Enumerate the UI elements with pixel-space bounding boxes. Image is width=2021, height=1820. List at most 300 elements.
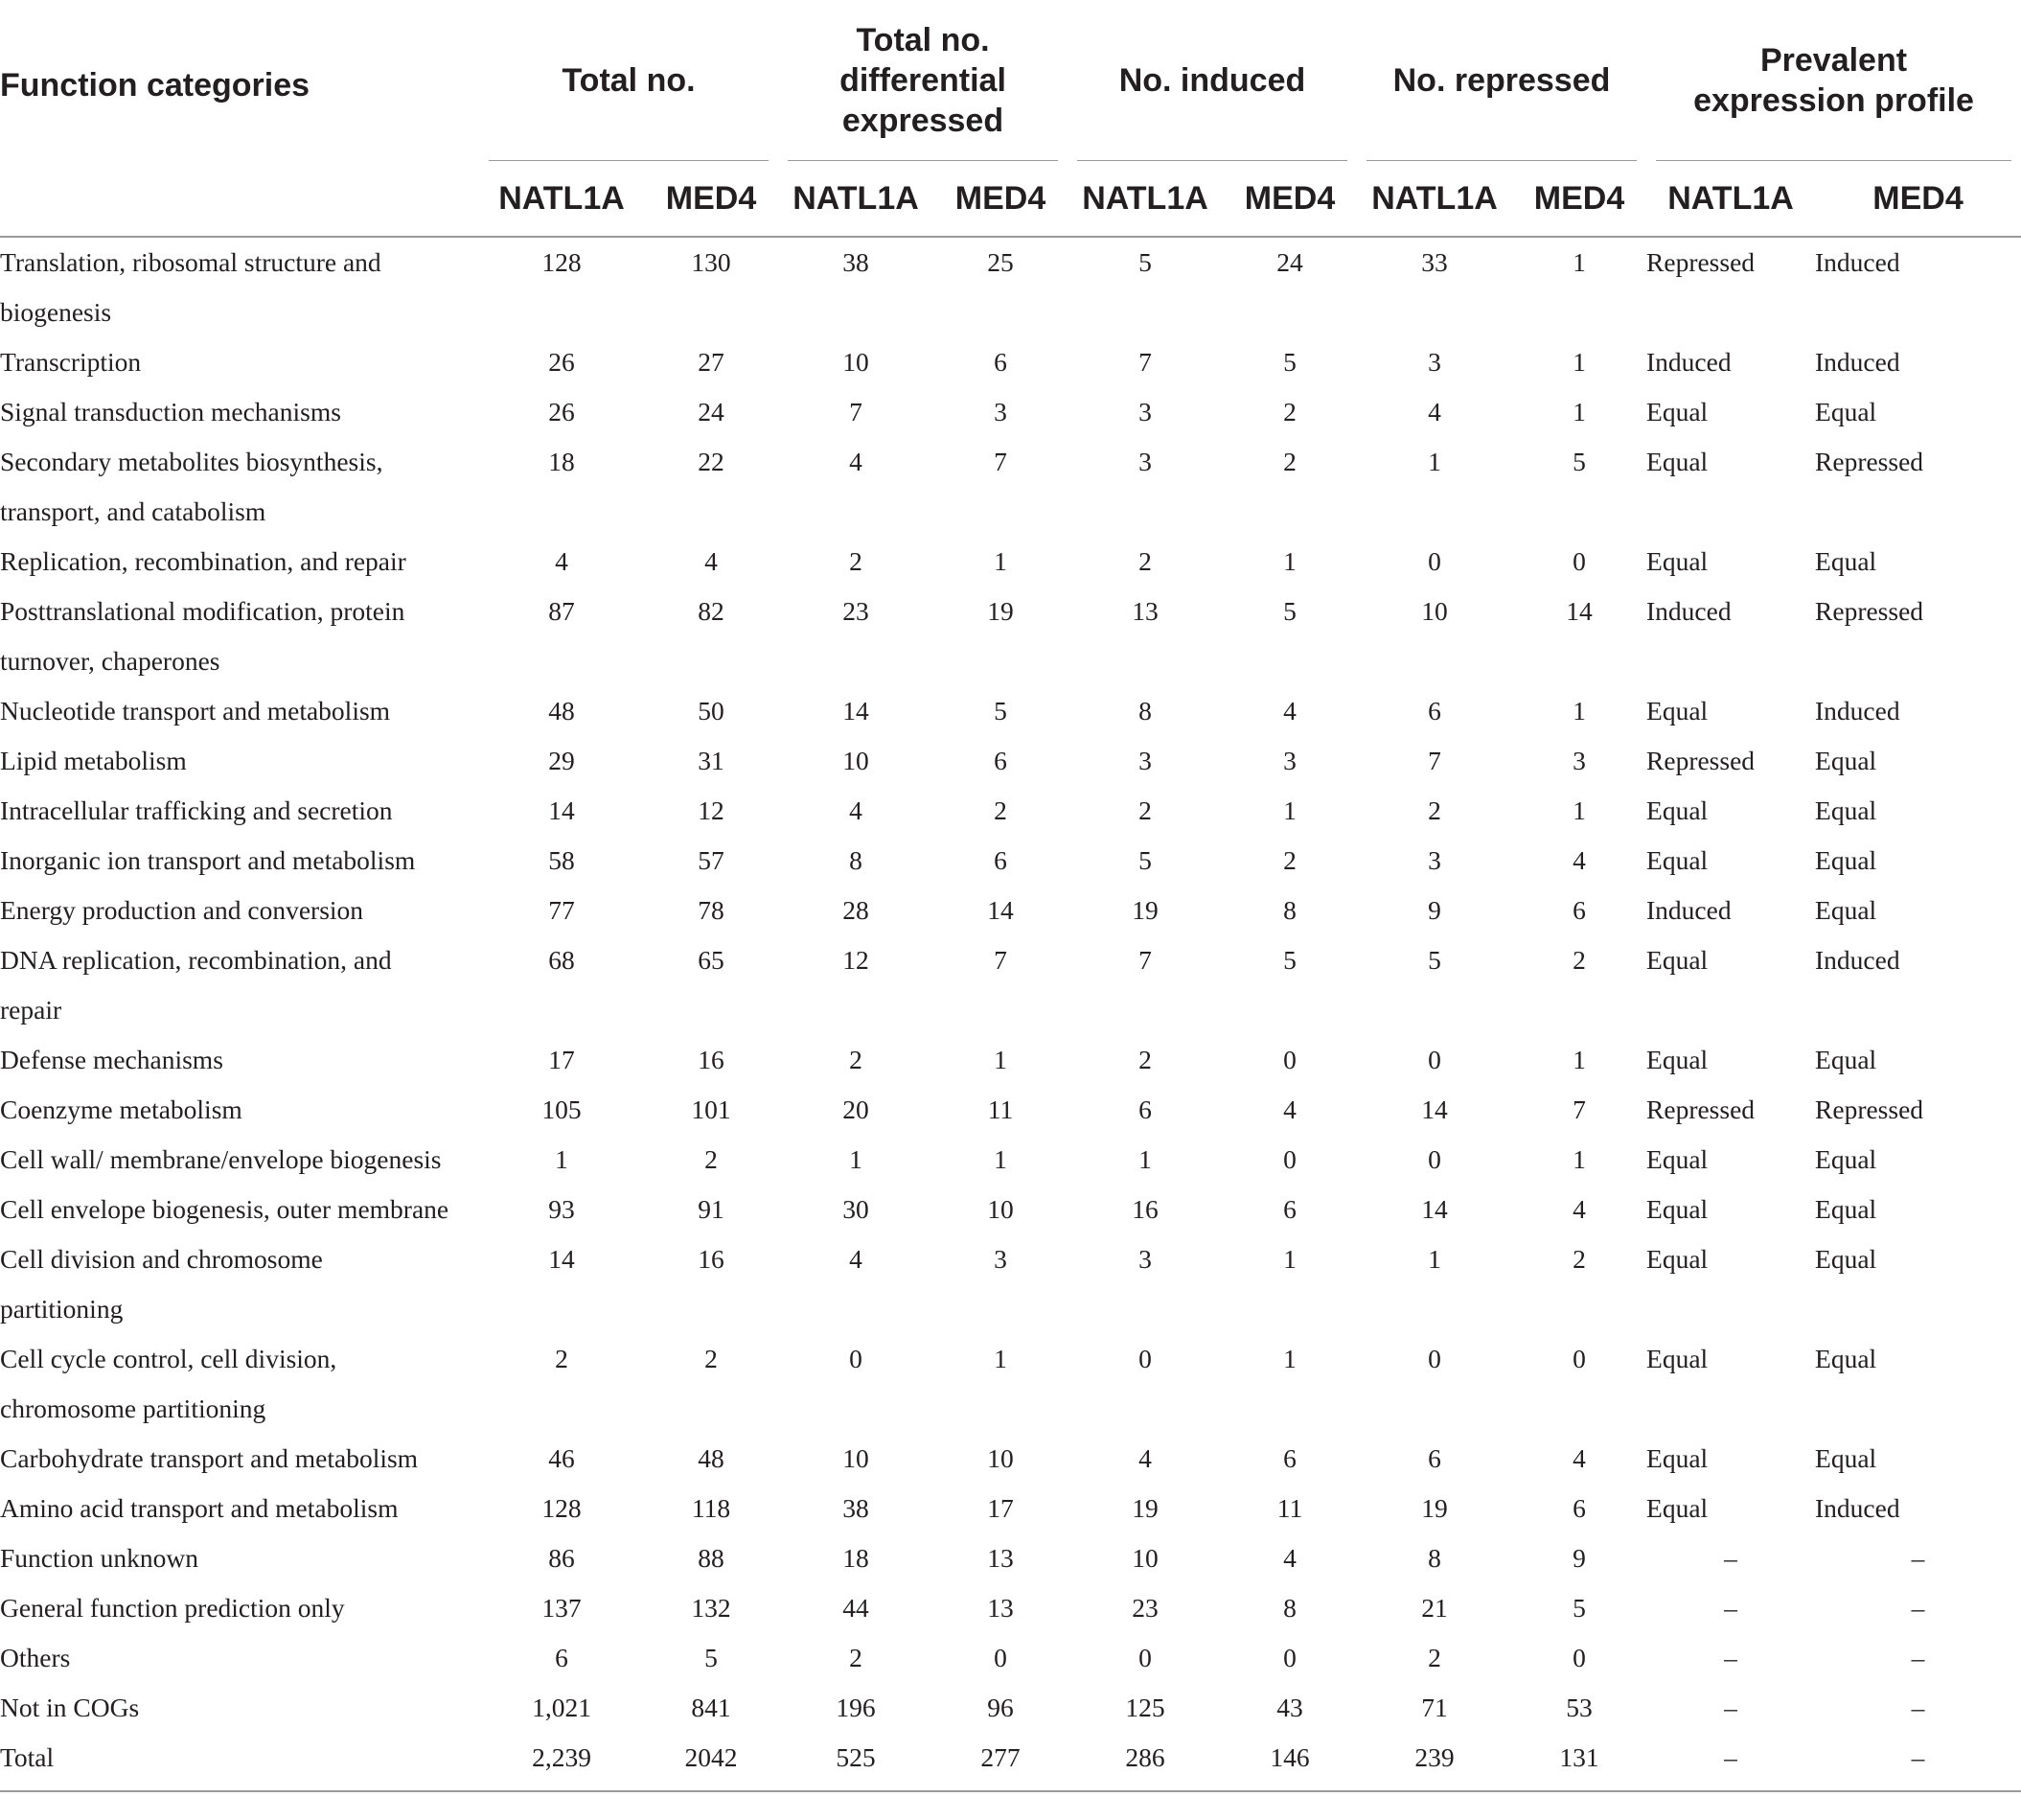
count-cell: 2 <box>849 546 862 576</box>
function-category-cell <box>0 537 479 587</box>
subheader-strain: NATL1A <box>1646 161 1815 237</box>
subheader-strain: NATL1A <box>1068 161 1223 237</box>
count-cell: 137 <box>541 1593 582 1623</box>
count-cell: 4 <box>849 447 862 476</box>
count-cell: 1 <box>1283 1244 1297 1274</box>
count-cell: 13 <box>1132 596 1159 626</box>
group-header-repressed: No. repressed <box>1357 0 1646 161</box>
table-row <box>0 786 2021 836</box>
function-category-text: turnover, chaperones <box>0 646 220 676</box>
function-category-cell <box>0 1633 479 1683</box>
count-cell: 125 <box>1125 1693 1165 1722</box>
count-cell: 1 <box>994 546 1007 576</box>
count-cell: 46 <box>548 1443 575 1473</box>
count-cell: 7 <box>1138 945 1152 975</box>
expression-profile-cell: Repressed <box>1815 596 1924 626</box>
function-category-text: Defense mechanisms <box>0 1045 223 1074</box>
count-cell: 8 <box>1138 696 1152 726</box>
expression-profile-cell: – <box>1646 1733 1815 1791</box>
count-cell: 10 <box>1421 596 1448 626</box>
function-category-text: Cell wall/ membrane/envelope biogenesis <box>0 1144 442 1174</box>
expression-profile-cell: Equal <box>1646 1045 1709 1074</box>
count-cell: 5 <box>1138 845 1152 875</box>
count-cell: 6 <box>1283 1443 1297 1473</box>
count-cell: 8 <box>1283 895 1297 925</box>
count-cell: 14 <box>548 1244 575 1274</box>
count-cell: 6 <box>994 347 1007 377</box>
expression-profile-cell: Equal <box>1646 795 1709 825</box>
table-row <box>0 1733 2021 1791</box>
function-category-cell <box>0 935 479 1035</box>
expression-profile-cell: Equal <box>1646 546 1709 576</box>
function-category-text: Nucleotide transport and metabolism <box>0 696 391 726</box>
subheader-strain: NATL1A <box>479 161 644 237</box>
count-cell: 4 <box>1138 1443 1152 1473</box>
table-row <box>0 836 2021 886</box>
count-cell: 7 <box>994 447 1007 476</box>
count-cell: 1 <box>1573 696 1586 726</box>
group-header-total: Total no. <box>479 0 778 161</box>
count-cell: 20 <box>842 1094 869 1124</box>
count-cell: 38 <box>842 247 869 277</box>
function-category-text: chromosome partitioning <box>0 1394 266 1423</box>
count-cell: 87 <box>548 596 575 626</box>
count-cell: 1 <box>1283 795 1297 825</box>
expression-profile-cell: Repressed <box>1646 1094 1756 1124</box>
function-category-cell <box>0 437 479 537</box>
function-category-cell <box>0 587 479 686</box>
table-row <box>0 1484 2021 1533</box>
count-cell: 128 <box>541 247 582 277</box>
count-cell: 0 <box>1573 1643 1586 1672</box>
table-row <box>0 1085 2021 1135</box>
count-cell: 5 <box>1138 247 1152 277</box>
count-cell: 4 <box>1428 397 1441 426</box>
count-cell: 91 <box>698 1194 724 1224</box>
count-cell: 101 <box>691 1094 731 1124</box>
function-category-text: Inorganic ion transport and metabolism <box>0 845 416 875</box>
count-cell: 6 <box>555 1643 568 1672</box>
count-cell: 3 <box>1428 845 1441 875</box>
table-row <box>0 1135 2021 1185</box>
count-cell: 23 <box>842 596 869 626</box>
subheader-strain: NATL1A <box>1357 161 1512 237</box>
count-cell: 1 <box>994 1045 1007 1074</box>
count-cell: 13 <box>987 1543 1014 1573</box>
count-cell: 0 <box>1138 1344 1152 1373</box>
count-cell: 26 <box>548 347 575 377</box>
count-cell: 19 <box>1132 895 1159 925</box>
count-cell: 3 <box>1138 447 1152 476</box>
count-cell: 5 <box>1428 945 1441 975</box>
count-cell: 8 <box>1283 1593 1297 1623</box>
count-cell: 525 <box>778 1733 933 1791</box>
count-cell: 3 <box>994 1244 1007 1274</box>
function-category-cell <box>0 1085 479 1135</box>
count-cell: 9 <box>1573 1543 1586 1573</box>
table-row <box>0 1185 2021 1234</box>
header-blank <box>0 161 479 237</box>
count-cell: 4 <box>704 546 718 576</box>
count-cell: 3 <box>1428 347 1441 377</box>
count-cell: 5 <box>1283 945 1297 975</box>
count-cell: 1 <box>1138 1144 1152 1174</box>
count-cell: 2,239 <box>479 1733 644 1791</box>
expression-profile-cell: Induced <box>1815 247 1900 277</box>
count-cell: 0 <box>1428 546 1441 576</box>
function-category-text: Not in COGs <box>0 1693 140 1722</box>
function-category-cell <box>0 337 479 387</box>
expression-profile-cell: Repressed <box>1646 746 1756 775</box>
count-cell: 1 <box>1573 397 1586 426</box>
count-cell: 6 <box>994 746 1007 775</box>
table-row <box>0 1633 2021 1683</box>
count-cell: 7 <box>1138 347 1152 377</box>
count-cell: 10 <box>842 347 869 377</box>
function-category-text: Lipid metabolism <box>0 746 187 775</box>
count-cell: 6 <box>994 845 1007 875</box>
expression-profile-cell: – <box>1815 1733 2021 1791</box>
count-cell: 3 <box>994 397 1007 426</box>
count-cell: 8 <box>849 845 862 875</box>
count-cell: 23 <box>1132 1593 1159 1623</box>
count-cell: 33 <box>1421 247 1448 277</box>
count-cell: 65 <box>698 945 724 975</box>
count-cell: 14 <box>842 696 869 726</box>
function-category-cell <box>0 836 479 886</box>
count-cell: 0 <box>849 1344 862 1373</box>
count-cell: 96 <box>987 1693 1014 1722</box>
count-cell: 2 <box>849 1643 862 1672</box>
expression-profile-cell: – <box>1724 1693 1737 1722</box>
count-cell: 7 <box>1428 746 1441 775</box>
expression-profile-cell: Equal <box>1646 945 1709 975</box>
count-cell: 17 <box>548 1045 575 1074</box>
count-cell: 4 <box>1283 696 1297 726</box>
count-cell: 8 <box>1428 1543 1441 1573</box>
function-category-text: Total <box>0 1742 55 1772</box>
expression-profile-cell: Induced <box>1646 895 1732 925</box>
table-row <box>0 1434 2021 1484</box>
count-cell: 5 <box>1573 1593 1586 1623</box>
table-row <box>0 437 2021 537</box>
count-cell: 5 <box>704 1643 718 1672</box>
expression-profile-cell: Repressed <box>1646 247 1756 277</box>
count-cell: 14 <box>548 795 575 825</box>
expression-profile-cell: Equal <box>1646 1244 1709 1274</box>
function-category-cell <box>0 1583 479 1633</box>
count-cell: 0 <box>994 1643 1007 1672</box>
count-cell: 2 <box>1573 1244 1586 1274</box>
count-cell: 3 <box>1283 746 1297 775</box>
count-cell: 50 <box>698 696 724 726</box>
subheader-strain: MED4 <box>933 161 1068 237</box>
count-cell: 10 <box>1132 1543 1159 1573</box>
count-cell: 30 <box>842 1194 869 1224</box>
header-strain-row <box>0 161 2021 237</box>
function-category-cell <box>0 1334 479 1434</box>
expression-profile-cell: Equal <box>1646 845 1709 875</box>
count-cell: 58 <box>548 845 575 875</box>
count-cell: 1 <box>1573 347 1586 377</box>
count-cell: 5 <box>994 696 1007 726</box>
table-row <box>0 686 2021 736</box>
function-category-text: General function prediction only <box>0 1593 345 1623</box>
count-cell: 5 <box>1573 447 1586 476</box>
function-category-cell <box>0 1185 479 1234</box>
function-category-text: Cell envelope biogenesis, outer membrane <box>0 1194 449 1224</box>
count-cell: 31 <box>698 746 724 775</box>
count-cell: 19 <box>987 596 1014 626</box>
table-row <box>0 1035 2021 1085</box>
subheader-strain: MED4 <box>1815 161 2021 237</box>
count-cell: 131 <box>1512 1733 1646 1791</box>
subheader-strain: MED4 <box>1512 161 1646 237</box>
function-category-text: Energy production and conversion <box>0 895 364 925</box>
group-header-differential: Total no. differential expressed <box>778 0 1068 161</box>
count-cell: 277 <box>933 1733 1068 1791</box>
function-category-text: Intracellular trafficking and secretion <box>0 795 393 825</box>
count-cell: 4 <box>555 546 568 576</box>
count-cell: 38 <box>842 1493 869 1523</box>
count-cell: 29 <box>548 746 575 775</box>
group-header-induced: No. induced <box>1068 0 1357 161</box>
count-cell: 2 <box>1573 945 1586 975</box>
count-cell: 1 <box>1573 1045 1586 1074</box>
count-cell: 71 <box>1421 1693 1448 1722</box>
count-cell: 14 <box>1566 596 1593 626</box>
count-cell: 7 <box>994 945 1007 975</box>
table-row <box>0 1683 2021 1733</box>
function-category-cell <box>0 736 479 786</box>
count-cell: 0 <box>1573 546 1586 576</box>
function-categories-header: Function categories <box>0 67 310 104</box>
expression-profile-cell: – <box>1724 1593 1737 1623</box>
count-cell: 24 <box>698 397 724 426</box>
count-cell: 132 <box>691 1593 731 1623</box>
function-category-text: partitioning <box>0 1294 124 1324</box>
expression-profile-cell: Equal <box>1815 1045 1877 1074</box>
group-header-profile: Prevalent expression profile <box>1646 0 2021 161</box>
expression-profile-cell: Equal <box>1815 1244 1877 1274</box>
function-category-cell <box>0 1234 479 1334</box>
count-cell: 4 <box>1573 1194 1586 1224</box>
expression-profile-cell: Equal <box>1646 1493 1709 1523</box>
function-category-text: Signal transduction mechanisms <box>0 397 341 426</box>
count-cell: 44 <box>842 1593 869 1623</box>
count-cell: 2 <box>1138 546 1152 576</box>
expression-profile-cell: Equal <box>1815 746 1877 775</box>
count-cell: 0 <box>1283 1045 1297 1074</box>
count-cell: 5 <box>1283 596 1297 626</box>
count-cell: 2 <box>1428 795 1441 825</box>
expression-profile-cell: – <box>1911 1543 1925 1573</box>
count-cell: 105 <box>541 1094 582 1124</box>
function-category-cell <box>0 387 479 437</box>
count-cell: 6 <box>1573 1493 1586 1523</box>
function-category-text: repair <box>0 995 62 1025</box>
expression-profile-cell: Equal <box>1815 1443 1877 1473</box>
expression-profile-cell: Repressed <box>1815 447 1924 476</box>
count-cell: 1,021 <box>532 1693 591 1722</box>
expression-profile-cell: Equal <box>1815 795 1877 825</box>
count-cell: 48 <box>548 696 575 726</box>
count-cell: 68 <box>548 945 575 975</box>
function-category-cell <box>0 1135 479 1185</box>
count-cell: 6 <box>1138 1094 1152 1124</box>
table-row <box>0 1583 2021 1633</box>
count-cell: 43 <box>1276 1693 1303 1722</box>
function-category-text: Posttranslational modification, protein <box>0 596 405 626</box>
count-cell: 10 <box>987 1194 1014 1224</box>
function-category-cell <box>0 686 479 736</box>
table-row <box>0 1533 2021 1583</box>
count-cell: 6 <box>1283 1194 1297 1224</box>
function-category-text: Replication, recombination, and repair <box>0 546 406 576</box>
count-cell: 13 <box>987 1593 1014 1623</box>
count-cell: 2 <box>1283 397 1297 426</box>
expression-profile-cell: Equal <box>1815 1144 1877 1174</box>
header-group-row <box>0 0 2021 161</box>
function-category-text: Amino acid transport and metabolism <box>0 1493 399 1523</box>
count-cell: 78 <box>698 895 724 925</box>
count-cell: 57 <box>698 845 724 875</box>
expression-profile-cell: Equal <box>1815 845 1877 875</box>
count-cell: 239 <box>1357 1733 1512 1791</box>
count-cell: 21 <box>1421 1593 1448 1623</box>
count-cell: 4 <box>849 1244 862 1274</box>
count-cell: 2042 <box>644 1733 778 1791</box>
count-cell: 2 <box>1138 1045 1152 1074</box>
count-cell: 9 <box>1428 895 1441 925</box>
expression-profile-cell: Equal <box>1646 1344 1709 1373</box>
count-cell: 24 <box>1276 247 1303 277</box>
expression-profile-cell: Equal <box>1815 1194 1877 1224</box>
expression-profile-cell: Equal <box>1646 1443 1709 1473</box>
count-cell: 841 <box>691 1693 731 1722</box>
function-category-text: Cell cycle control, cell division, <box>0 1344 337 1373</box>
count-cell: 19 <box>1421 1493 1448 1523</box>
expression-profile-cell: Induced <box>1815 1493 1900 1523</box>
function-category-cell <box>0 1434 479 1484</box>
count-cell: 25 <box>987 247 1014 277</box>
count-cell: 2 <box>849 1045 862 1074</box>
count-cell: 0 <box>1573 1344 1586 1373</box>
function-category-text: biogenesis <box>0 297 112 327</box>
count-cell: 88 <box>698 1543 724 1573</box>
count-cell: 1 <box>1573 1144 1586 1174</box>
count-cell: 1 <box>555 1144 568 1174</box>
expression-profile-cell: – <box>1724 1643 1737 1672</box>
table-row <box>0 886 2021 935</box>
count-cell: 19 <box>1132 1493 1159 1523</box>
count-cell: 3 <box>1573 746 1586 775</box>
function-category-cell <box>0 1733 479 1791</box>
count-cell: 2 <box>1428 1643 1441 1672</box>
function-category-text: Coenzyme metabolism <box>0 1094 242 1124</box>
count-cell: 3 <box>1138 397 1152 426</box>
expression-profile-cell: Equal <box>1646 696 1709 726</box>
count-cell: 2 <box>704 1144 718 1174</box>
count-cell: 14 <box>987 895 1014 925</box>
table-row <box>0 1334 2021 1434</box>
count-cell: 0 <box>1428 1144 1441 1174</box>
count-cell: 118 <box>691 1493 731 1523</box>
expression-profile-cell: – <box>1911 1593 1925 1623</box>
count-cell: 1 <box>1573 795 1586 825</box>
count-cell: 11 <box>987 1094 1014 1124</box>
count-cell: 130 <box>691 247 731 277</box>
count-cell: 6 <box>1573 895 1586 925</box>
expression-profile-cell: Induced <box>1815 347 1900 377</box>
count-cell: 10 <box>842 746 869 775</box>
subheader-strain: MED4 <box>1223 161 1357 237</box>
table-row <box>0 387 2021 437</box>
expression-profile-cell: – <box>1911 1643 1925 1672</box>
function-category-cell <box>0 786 479 836</box>
count-cell: 4 <box>849 795 862 825</box>
count-cell: 4 <box>1573 845 1586 875</box>
expression-profile-cell: Equal <box>1815 546 1877 576</box>
expression-profile-cell: Induced <box>1815 945 1900 975</box>
function-category-text: Secondary metabolites biosynthesis, <box>0 447 383 476</box>
count-cell: 1 <box>1283 1344 1297 1373</box>
count-cell: 1 <box>994 1144 1007 1174</box>
function-category-cell <box>0 1035 479 1085</box>
count-cell: 286 <box>1068 1733 1223 1791</box>
count-cell: 3 <box>1138 746 1152 775</box>
count-cell: 1 <box>1428 447 1441 476</box>
count-cell: 22 <box>698 447 724 476</box>
count-cell: 196 <box>836 1693 876 1722</box>
function-category-text: Others <box>0 1643 71 1672</box>
count-cell: 6 <box>1428 1443 1441 1473</box>
count-cell: 0 <box>1283 1643 1297 1672</box>
count-cell: 82 <box>698 596 724 626</box>
count-cell: 7 <box>849 397 862 426</box>
table-row <box>0 537 2021 587</box>
count-cell: 1 <box>994 1344 1007 1373</box>
count-cell: 14 <box>1421 1194 1448 1224</box>
count-cell: 18 <box>842 1543 869 1573</box>
subheader-strain: NATL1A <box>778 161 933 237</box>
count-cell: 7 <box>1573 1094 1586 1124</box>
expression-profile-cell: Repressed <box>1815 1094 1924 1124</box>
count-cell: 11 <box>1276 1493 1303 1523</box>
table-row <box>0 587 2021 686</box>
count-cell: 86 <box>548 1543 575 1573</box>
expression-profile-cell: Equal <box>1815 895 1877 925</box>
count-cell: 26 <box>548 397 575 426</box>
count-cell: 16 <box>698 1045 724 1074</box>
expression-profile-cell: Equal <box>1646 447 1709 476</box>
function-category-cell <box>0 1533 479 1583</box>
count-cell: 3 <box>1138 1244 1152 1274</box>
count-cell: 10 <box>842 1443 869 1473</box>
count-cell: 2 <box>704 1344 718 1373</box>
table-row <box>0 1234 2021 1334</box>
count-cell: 2 <box>1283 845 1297 875</box>
expression-profile-cell: Induced <box>1646 347 1732 377</box>
table-row <box>0 237 2021 337</box>
count-cell: 16 <box>1132 1194 1159 1224</box>
function-category-text: Cell division and chromosome <box>0 1244 323 1274</box>
function-category-text: Function unknown <box>0 1543 199 1573</box>
function-category-cell <box>0 1683 479 1733</box>
expression-profile-cell: Equal <box>1646 1194 1709 1224</box>
count-cell: 4 <box>1283 1094 1297 1124</box>
count-cell: 10 <box>987 1443 1014 1473</box>
